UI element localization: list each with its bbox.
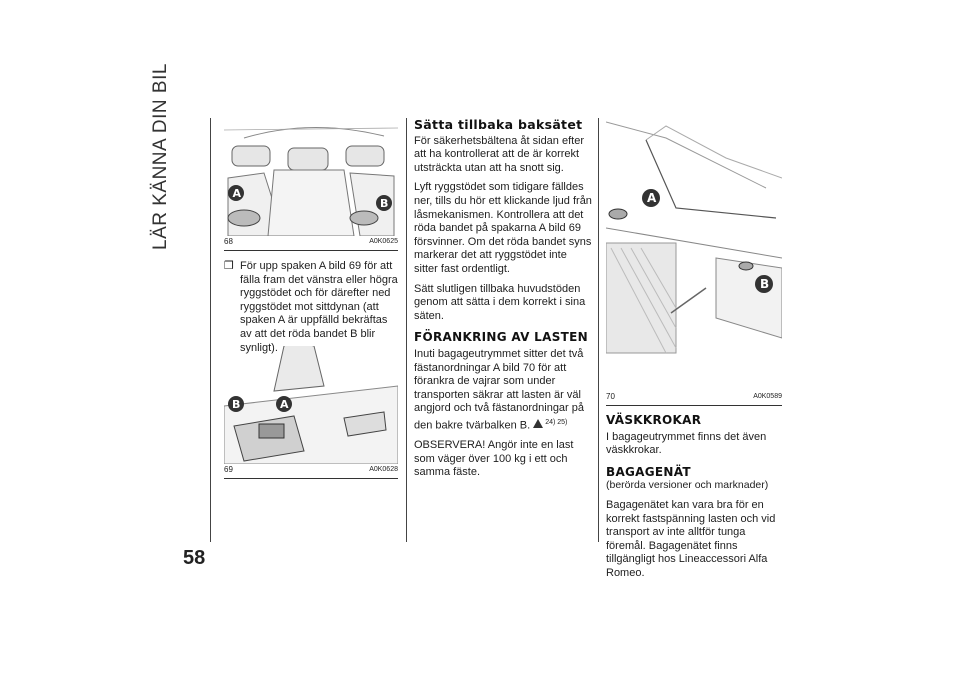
figure-69-illustration bbox=[224, 346, 398, 464]
figure-69-code: A0K0628 bbox=[369, 466, 398, 473]
figure-68-number: 68 bbox=[224, 237, 233, 246]
paragraph-3: Sätt slutligen tillbaka huvudstöden genom att sätta i dem korrekt i sina säten. bbox=[414, 282, 586, 322]
figure-70-label-a: A bbox=[647, 191, 657, 205]
bullet-glyph: ❒ bbox=[224, 260, 234, 272]
figure-70-code: A0K0589 bbox=[753, 393, 782, 400]
heading-bagagenat: BAGAGENÄT bbox=[606, 464, 691, 479]
figure-69 bbox=[224, 346, 398, 479]
column-1-text bbox=[224, 260, 398, 355]
column-divider-2 bbox=[598, 118, 599, 542]
sidebar-divider bbox=[210, 118, 211, 542]
bullet-paragraph: För upp spaken A bild 69 för att fälla fram det vänstra eller högra ryggstödet och för därefter ned ryggstödet mot sittdynan (att spaken A är uppfälld bekräftas av att det röda bandet B blir synligt). bbox=[240, 260, 398, 354]
section-title-vertical: LÄR KÄNNA DIN BIL bbox=[150, 63, 171, 250]
paragraph-4-text: Inuti bagageutrymmet sitter det två fästanordningar A bild 70 för att förankra de vajrar som under transporten säkrar att lasten är väl angjord och två fästanordningar på den bakre tvärbalken B. bbox=[414, 347, 585, 432]
paragraph-1: För säkerhetsbältena åt sidan efter att ha kontrollerat att de är korrekt utsträckta utan att ha snott sig. bbox=[414, 134, 584, 174]
paragraph-2: Lyft ryggstödet som tidigare fälldes ner, tills du hör ett klickande ljud från låsmekanismen. Kontrollera att det röda bandet på spakarna A bild 69 försvinner. Om det röda bandet syns markerar det att ryggstödet inte sitter fast ordentligt. bbox=[414, 181, 592, 275]
column-2-text bbox=[414, 118, 592, 486]
figure-68-label-b: B bbox=[380, 197, 389, 210]
figure-69-number: 69 bbox=[224, 465, 233, 474]
figure-68-code: A0K0625 bbox=[369, 238, 398, 245]
figure-69-label-b: B bbox=[232, 398, 241, 411]
figure-68-illustration bbox=[224, 118, 398, 236]
figure-70-illustration bbox=[606, 118, 782, 390]
figure-69-label-a: A bbox=[280, 398, 289, 411]
paragraph-4-refs: 24) 25) bbox=[545, 418, 568, 426]
heading-vaskkrokar: VÄSKKROKAR bbox=[606, 413, 702, 427]
column-3-text bbox=[606, 414, 786, 587]
warning-triangle-icon bbox=[533, 419, 543, 428]
paragraph-5: OBSERVERA! Angör inte en last som väger över 100 kg i ett och samma fäste. bbox=[414, 439, 574, 479]
figure-70-number: 70 bbox=[606, 392, 615, 401]
column-divider-1 bbox=[406, 118, 407, 542]
heading-forankring: FÖRANKRING AV LASTEN bbox=[414, 330, 588, 345]
paragraph-7: Bagagenätet kan vara bra för en korrekt fastspänning lasten och vid transport av inte alltför tunga föremål. Bagagenätet finns tillgängligt hos Lineaccessori Alfa Romeo. bbox=[606, 498, 776, 579]
heading-satta-tillbaka: Sätta tillbaka baksätet bbox=[414, 117, 583, 132]
paragraph-4 bbox=[414, 348, 592, 433]
figure-70-label-b: B bbox=[760, 277, 770, 291]
figure-68 bbox=[224, 118, 398, 251]
paragraph-6: I bagageutrymmet finns det även väskkrokar. bbox=[606, 430, 767, 457]
figure-70 bbox=[606, 118, 782, 406]
page-number: 58 bbox=[183, 547, 206, 569]
subheading-versions: (berörda versioner och marknader) bbox=[606, 479, 769, 492]
figure-68-label-a: A bbox=[232, 187, 242, 200]
